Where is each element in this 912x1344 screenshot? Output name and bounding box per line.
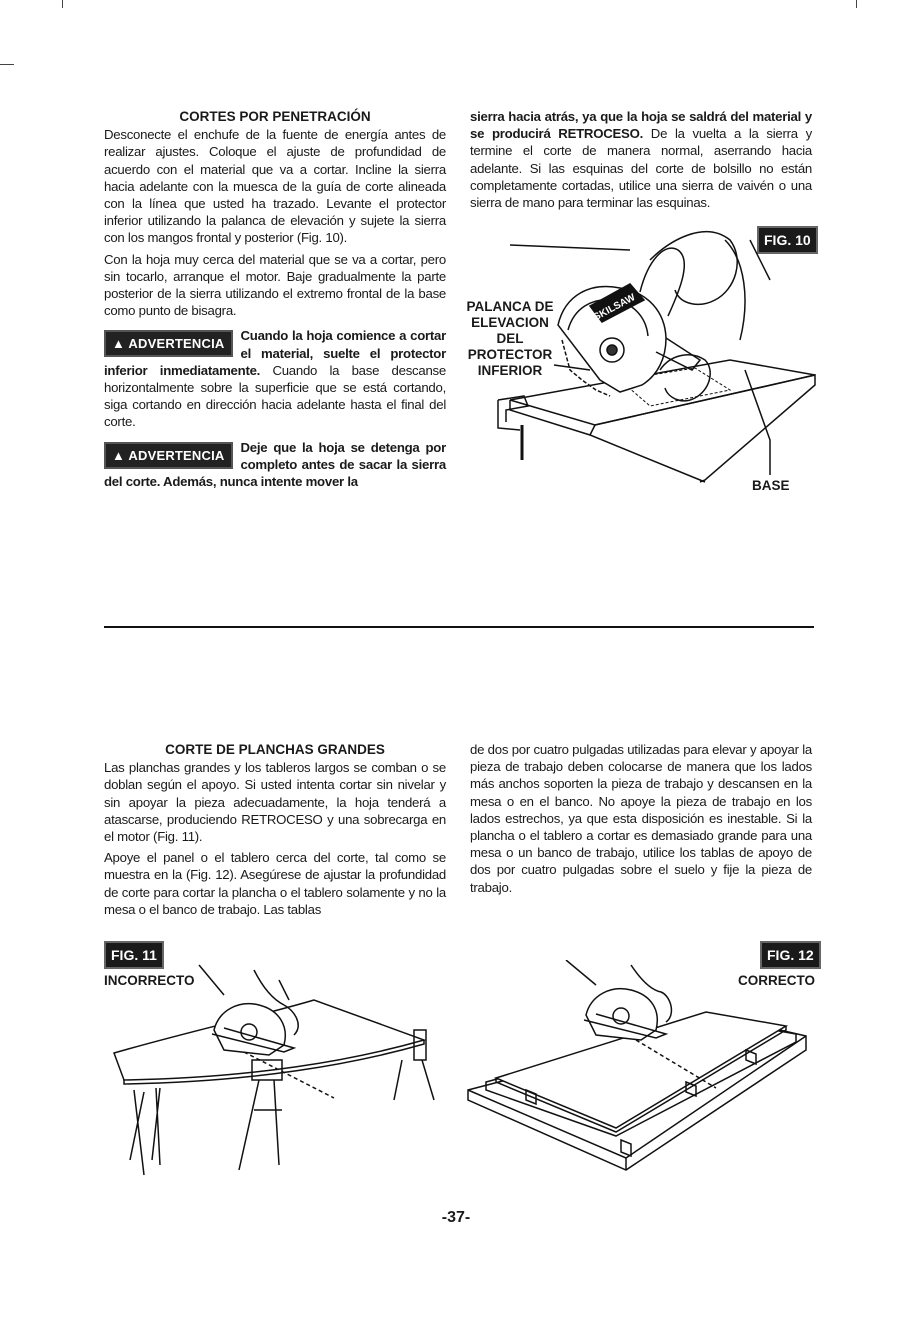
fig12-label: CORRECTO xyxy=(738,973,816,988)
warning-block-2 xyxy=(104,439,446,491)
fig10-label-line: PALANCA DE xyxy=(466,299,554,314)
fig10-tag: FIG. 10 xyxy=(757,226,818,254)
continuation-text: De la vuelta a la sierra y termine el corte de manera normal, aserrando hacia adelante. Si las esquinas del corte de bolsillo no están completamente cortadas, utilice una sierra de vaivén o una sierra de mano para terminar las esquinas. xyxy=(470,126,812,211)
fig10-base-label: BASE xyxy=(752,478,790,493)
continuation-bold: sierra hacia atrás, ya que la hoja se saldrá del material y se producirá RETROCESO. xyxy=(470,109,812,142)
warning-badge-1: ▲ ADVERTENCIA xyxy=(104,330,233,357)
crop-mark-left xyxy=(0,64,14,65)
fig11-tag: FIG. 11 xyxy=(104,941,164,969)
section2-para1: Las planchas grandes y los tableros largos se comban o se doblan según el apoyo. Si usted intenta cortar sin nivelar y sin apoyar la pieza adecuadamente, la hoja tenderá a atascarse, produciendo RETROCESO y una sobrecarga en el motor (Fig. 11). xyxy=(104,760,446,845)
warning2-bold: Deje que la hoja se detenga por completo antes de sacar la sierra del corte. Además, nunca intente mover la xyxy=(104,439,446,490)
section-divider xyxy=(104,626,814,628)
section2-para3: de dos por cuatro pulgadas utilizadas para elevar y apoyar la pieza de trabajo deben colocarse de manera que los lados más anchos soporten la pieza de trabajo y descansen en la mesa o en el banco. No apoye la pieza de trabajo en los lados estrechos, ya que esta disposición es inestable. Si la plancha o el tablero a cortar es demasiado grande para una mesa o un banco de trabajo, utilice los tablas de apoyo de dos por cuatro pulgadas sobre el suelo y fije la pieza de trabajo. xyxy=(470,742,812,895)
section1-para2: Con la hoja muy cerca del material que se va a cortar, pero sin tocarlo, arranque el motor. Baje gradualmente la parte posterior de la sierra utilizando el extremo frontal de la base como punto de bisagra. xyxy=(104,251,446,319)
section1-continuation xyxy=(470,108,812,211)
section1-right-column xyxy=(470,108,812,215)
crop-mark-top-left xyxy=(62,0,63,8)
warning1-text: Cuando la base descanse horizontalmente sobre la superficie que se está cortando, siga cortando en dirección hacia adelante hasta el final del corte. xyxy=(104,362,446,430)
fig10-label-line: DEL xyxy=(496,331,524,346)
fig10-label-line: ELEVACION xyxy=(471,315,549,330)
section2-heading: CORTE DE PLANCHAS GRANDES xyxy=(165,742,385,757)
fig11-label: INCORRECTO xyxy=(104,973,195,988)
warning-badge-2: ▲ ADVERTENCIA xyxy=(104,442,233,469)
page-number: -37- xyxy=(441,1209,471,1226)
section2-right-column xyxy=(470,741,812,900)
crop-mark-top-right xyxy=(856,0,857,8)
warning-block-1 xyxy=(104,327,446,430)
fig10-label-line: INFERIOR xyxy=(477,363,543,378)
section1-heading: CORTES POR PENETRACIÓN xyxy=(179,109,371,124)
fig11-illustration xyxy=(104,960,444,1185)
fig10-illustration xyxy=(470,220,820,490)
section2-para2: Apoye el panel o el tablero cerca del corte, tal como se muestra en la (Fig. 12). Asegúrese de ajustar la profundidad de corte para cortar la plancha o el tablero solamente y no la mesa o el banco de trabajo. Las tablas xyxy=(104,850,446,917)
section2-left-column xyxy=(104,741,446,922)
fig10-brand: SKILSAW xyxy=(591,292,638,324)
warning1-bold: Cuando la hoja comience a cortar el material, suelte el protector inferior inmediatamente. xyxy=(104,328,446,378)
section1-left-column xyxy=(104,108,446,494)
section1-para1: Desconecte el enchufe de la fuente de energía antes de realizar ajustes. Coloque el ajuste de profundidad de acuerdo con el material que va a cortar. Incline la sierra hacia adelante con la muesca de la guía de corte alineada con la línea que usted ha trazado. Levante el protector inferior utilizando la palanca de elevación y sujete la sierra con los mangos frontal y posterior (Fig. 10). xyxy=(104,127,446,246)
fig12-illustration xyxy=(466,960,812,1175)
fig12-tag: FIG. 12 xyxy=(760,941,821,969)
fig10-label-line: PROTECTOR xyxy=(467,347,553,362)
